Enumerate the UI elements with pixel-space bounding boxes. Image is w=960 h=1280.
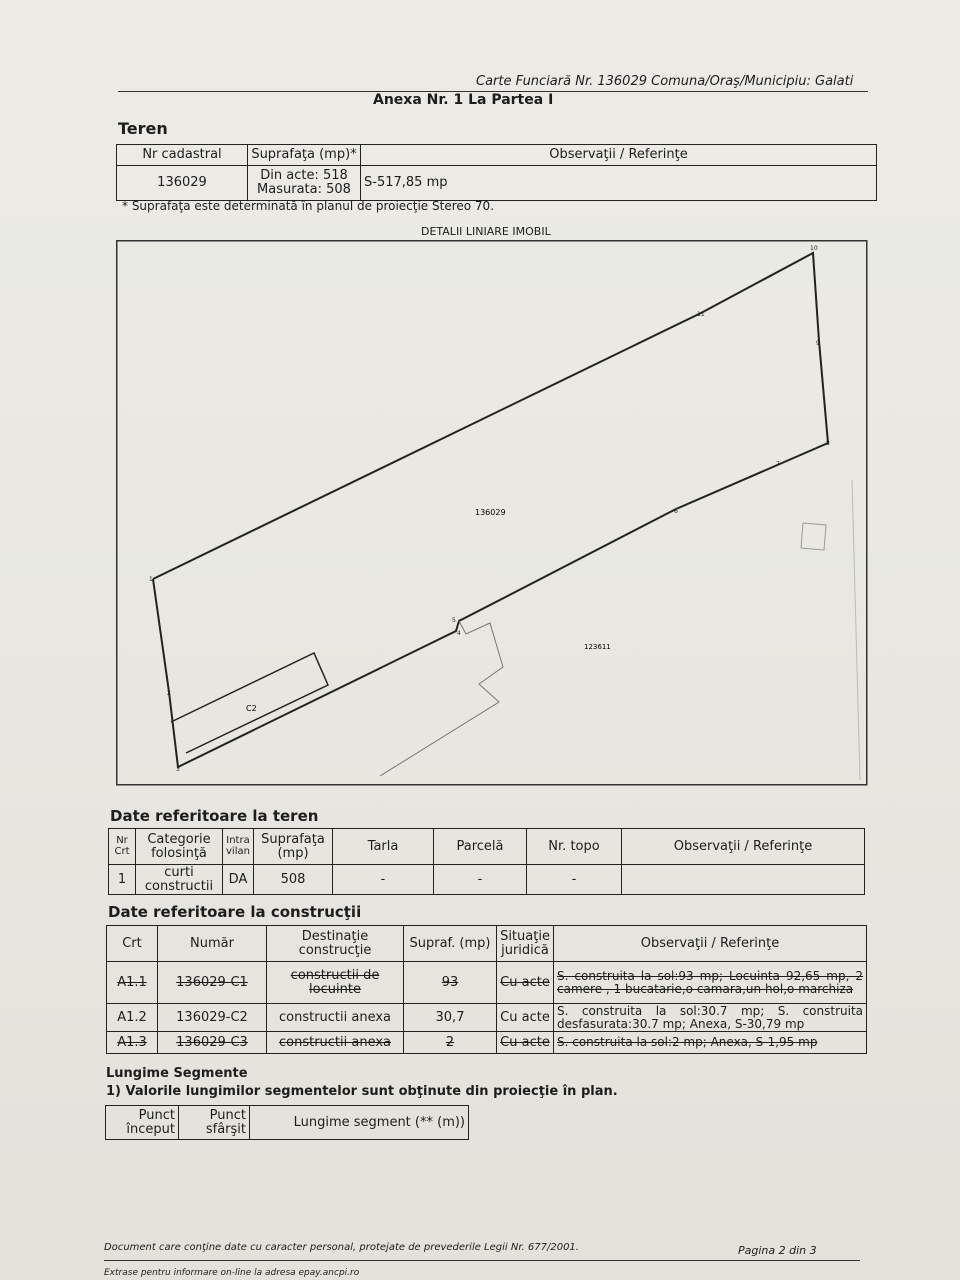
- drawing-title: DETALII LINIARE IMOBIL: [421, 225, 551, 238]
- point-5-label: 5: [452, 617, 456, 624]
- c1-destinatie: constructii de locuinte: [267, 962, 404, 1004]
- row-suprafata: 508: [254, 865, 333, 895]
- c3-numar: 136029-C3: [158, 1032, 267, 1054]
- small-square: [801, 523, 826, 550]
- c3-crt: A1.3: [107, 1032, 158, 1054]
- c3-destinatie: constructii anexa: [267, 1032, 404, 1054]
- row-parcela: -: [434, 865, 527, 895]
- point-6-label: 6: [674, 508, 678, 515]
- hdr-destinatie: Destinaţie construcţie: [267, 926, 404, 962]
- building-label: C2: [246, 704, 257, 713]
- point-4-label: 4: [457, 630, 461, 637]
- row-tarla: -: [333, 865, 434, 895]
- c2-situatie: Cu acte: [497, 1004, 554, 1032]
- hdr-numar: Număr: [158, 926, 267, 962]
- constructie-row: [107, 1032, 867, 1054]
- carte-funciara-header: Carte Funciară Nr. 136029 Comuna/Oraş/Municipiu: Galati: [476, 74, 854, 89]
- teren-table: [116, 144, 877, 201]
- faint-line: [852, 480, 860, 780]
- constructie-row: [107, 962, 867, 1004]
- constructii-heading: Date referitoare la construcţii: [108, 903, 362, 921]
- footer-legal: Document care conţine date cu caracter personal, protejate de prevederile Legii Nr. 677/2001.: [104, 1242, 579, 1253]
- hdr-categorie: Categorie folosinţă: [136, 829, 223, 865]
- footer-rule: [104, 1260, 860, 1261]
- hdr-intravilan: Intra vilan: [223, 829, 254, 865]
- segmente-note: 1) Valorile lungimilor segmentelor sunt obţinute din proiecţie în plan.: [106, 1084, 618, 1099]
- point-10-label: 10: [810, 245, 818, 252]
- hdr-supraf: Supraf. (mp): [404, 926, 497, 962]
- hdr-punct-sfarsit: Punct sfârşit: [179, 1106, 250, 1140]
- c2-numar: 136029-C2: [158, 1004, 267, 1032]
- hdr-crt: Crt: [107, 926, 158, 962]
- point-11-label: 11: [697, 311, 705, 318]
- c3-supraf: 2: [404, 1032, 497, 1054]
- point-2-label: 2: [167, 690, 171, 697]
- masurata: Masurata: 508: [257, 182, 351, 197]
- stereo-note: * Suprafaţa este determinată în planul de proiecţie Stereo 70.: [122, 199, 495, 213]
- hdr-situatie: Situaţie juridică: [497, 926, 554, 962]
- c1-numar: 136029-C1: [158, 962, 267, 1004]
- hdr-nr-crt: Nr Crt: [109, 829, 136, 865]
- row-categorie: curti constructii: [136, 865, 223, 895]
- hdr-lungime: Lungime segment (** (m)): [250, 1106, 469, 1140]
- anexa-title: Anexa Nr. 1 La Partea I: [373, 92, 554, 108]
- parcel-label: 136029: [475, 508, 506, 517]
- constructii-table: [106, 925, 867, 1054]
- row-nr-topo: -: [527, 865, 622, 895]
- c1-supraf: 93: [404, 962, 497, 1004]
- teren-date-table: [108, 828, 865, 895]
- c1-obs: S. construita la sol:93 mp; Locuinta 92,65 mp, 2 camere , 1 bucatarie,o camara,un hol,o marchiza: [554, 962, 867, 1004]
- teren-heading: Teren: [118, 119, 168, 138]
- c3-situatie: Cu acte: [497, 1032, 554, 1054]
- point-8-label: 8: [826, 440, 830, 447]
- c1-situatie: Cu acte: [497, 962, 554, 1004]
- row-intravilan: DA: [223, 865, 254, 895]
- hdr-parcela: Parcelă: [434, 829, 527, 865]
- point-7-label: 7: [776, 461, 780, 468]
- col-suprafata: Suprafaţa (mp)*: [248, 145, 361, 166]
- c2-crt: A1.2: [107, 1004, 158, 1032]
- din-acte: Din acte: 518: [260, 168, 348, 184]
- observatii-value: S-517,85 mp: [361, 166, 877, 201]
- building-c2-outline: [171, 653, 328, 753]
- neighbor-outline: [380, 621, 503, 776]
- c1-crt: A1.1: [107, 962, 158, 1004]
- nr-cadastral-value: 136029: [117, 166, 248, 201]
- segmente-table: [105, 1105, 469, 1140]
- row-observatii: [622, 865, 865, 895]
- segmente-heading: Lungime Segmente: [106, 1066, 248, 1081]
- point-1-label: 1: [149, 576, 153, 583]
- hdr-suprafata: Suprafaţa (mp): [254, 829, 333, 865]
- c2-destinatie: constructii anexa: [267, 1004, 404, 1032]
- point-3-label: 3: [176, 766, 180, 773]
- c2-supraf: 30,7: [404, 1004, 497, 1032]
- hdr-observatii: Observaţii / Referinţe: [622, 829, 865, 865]
- row-nr: 1: [109, 865, 136, 895]
- c2-obs: S. construita la sol:30.7 mp; S. construita desfasurata:30.7 mp; Anexa, S-30,79 mp: [554, 1004, 867, 1032]
- footer-extrase: Extrase pentru informare on-line la adresa epay.ancpi.ro: [104, 1268, 360, 1278]
- col-nr-cadastral: Nr cadastral: [117, 145, 248, 166]
- teren-date-heading: Date referitoare la teren: [110, 807, 319, 825]
- parcel-drawing: [116, 240, 868, 786]
- c3-obs: S. construita la sol:2 mp; Anexa, S-1,95 mp: [554, 1032, 867, 1054]
- hdr-obs: Observaţii / Referinţe: [554, 926, 867, 962]
- hdr-punct-inceput: Punct început: [106, 1106, 179, 1140]
- constructie-row: [107, 1004, 867, 1032]
- col-observatii: Observaţii / Referinţe: [361, 145, 877, 166]
- point-9-label: 9: [816, 340, 820, 347]
- hdr-nr-topo: Nr. topo: [527, 829, 622, 865]
- neighbor-label: 123611: [584, 643, 611, 651]
- footer-page: Pagina 2 din 3: [738, 1244, 817, 1257]
- suprafata-values: [248, 166, 361, 201]
- hdr-tarla: Tarla: [333, 829, 434, 865]
